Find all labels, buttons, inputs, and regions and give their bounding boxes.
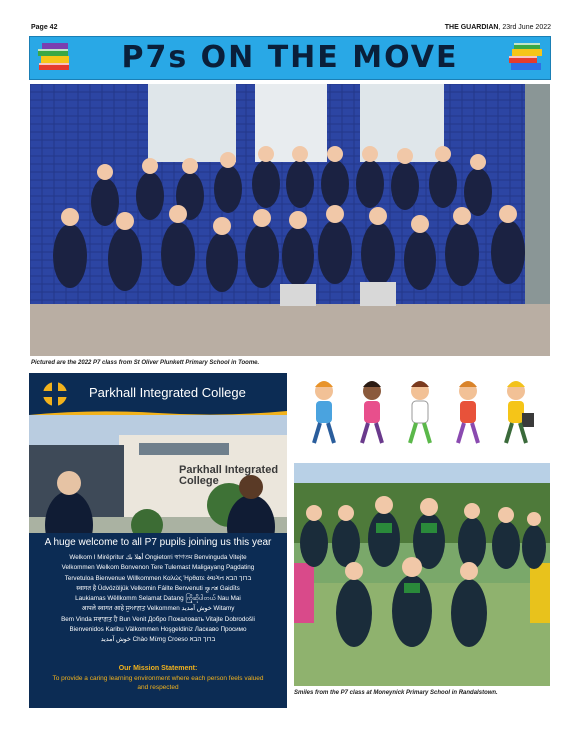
language-line: Tervetuloa Bienvenue Willkommen Καλώς Ήρθατε સ્વાગત ברוך הבא <box>64 574 252 582</box>
child-figure-4 <box>458 381 478 443</box>
language-line: Welkom I Mirëpritur أهلا بك Ongietorri স্বাগতম Benvinguda Vitejte <box>69 554 247 561</box>
headline-banner <box>29 36 551 80</box>
welcome-languages <box>35 553 281 646</box>
building-sign: Parkhall Integrated College <box>179 464 279 487</box>
welcome-heading: A huge welcome to all P7 pupils joining us this year <box>44 537 272 548</box>
college-building-photo <box>29 415 287 533</box>
issue-date: , 23rd June 2022 <box>498 24 551 31</box>
language-line: خوش آمدید Chào Mừng Croeso ברוך הבא <box>100 636 216 644</box>
child-figure-2 <box>362 381 382 443</box>
photo-caption-toome: Pictured are the 2022 P7 class from St Oliver Plunkett Primary School in Toome. <box>31 360 260 366</box>
walking-children-illustration <box>294 373 550 455</box>
language-line: आपले स्वागत आहे ਸੁਆਗਤ Velkommen خوش آمدید Witamy <box>81 605 235 613</box>
class-photo-moneynick <box>294 463 550 686</box>
language-line: स्वागत है Üdvözöljük Velkomin Fáilte Benvenuti ಸ್ವಾಗತ Gaidīts <box>76 584 240 592</box>
books-icon <box>508 41 544 75</box>
child-figure-3 <box>410 381 430 443</box>
child-figure-1 <box>314 381 334 443</box>
paper-name: THE GUARDIAN <box>444 24 499 31</box>
class-photo-toome <box>30 84 550 356</box>
mission-heading: Our Mission Statement: <box>118 665 198 672</box>
language-line: Bienvenidos Karibu Välkommen Hoşgeldiniz Ласкаво Просимо <box>69 626 247 634</box>
headline: P7s ON THE MOVE <box>121 40 459 75</box>
page-number: Page 42 <box>31 24 58 31</box>
language-line: Bem Vinda ਸਵਾਗਤ ਹੈ Bun Venit Добро Пожаловать Vitajte Dobrodošli <box>61 615 255 623</box>
advert-header <box>29 373 287 415</box>
college-name: Parkhall Integrated College <box>89 385 246 400</box>
photo-caption-moneynick: Smiles from the P7 class at Moneynick Primary School in Randalstown. <box>294 690 498 696</box>
mission-text: To provide a caring learning environment where each person feels valued and respected <box>52 675 264 691</box>
language-line: Velkommen Welkom Bonvenon Tere Tulemast Maligayang Pagdating <box>61 564 255 572</box>
college-advert <box>29 373 287 708</box>
masthead <box>445 24 551 31</box>
college-logo-icon <box>37 379 73 409</box>
child-figure-5 <box>506 381 534 443</box>
language-line: Laukiamas Wëllkomm Selamat Datang ကြိုဆိုပါတယ် Nau Mai <box>75 595 241 603</box>
